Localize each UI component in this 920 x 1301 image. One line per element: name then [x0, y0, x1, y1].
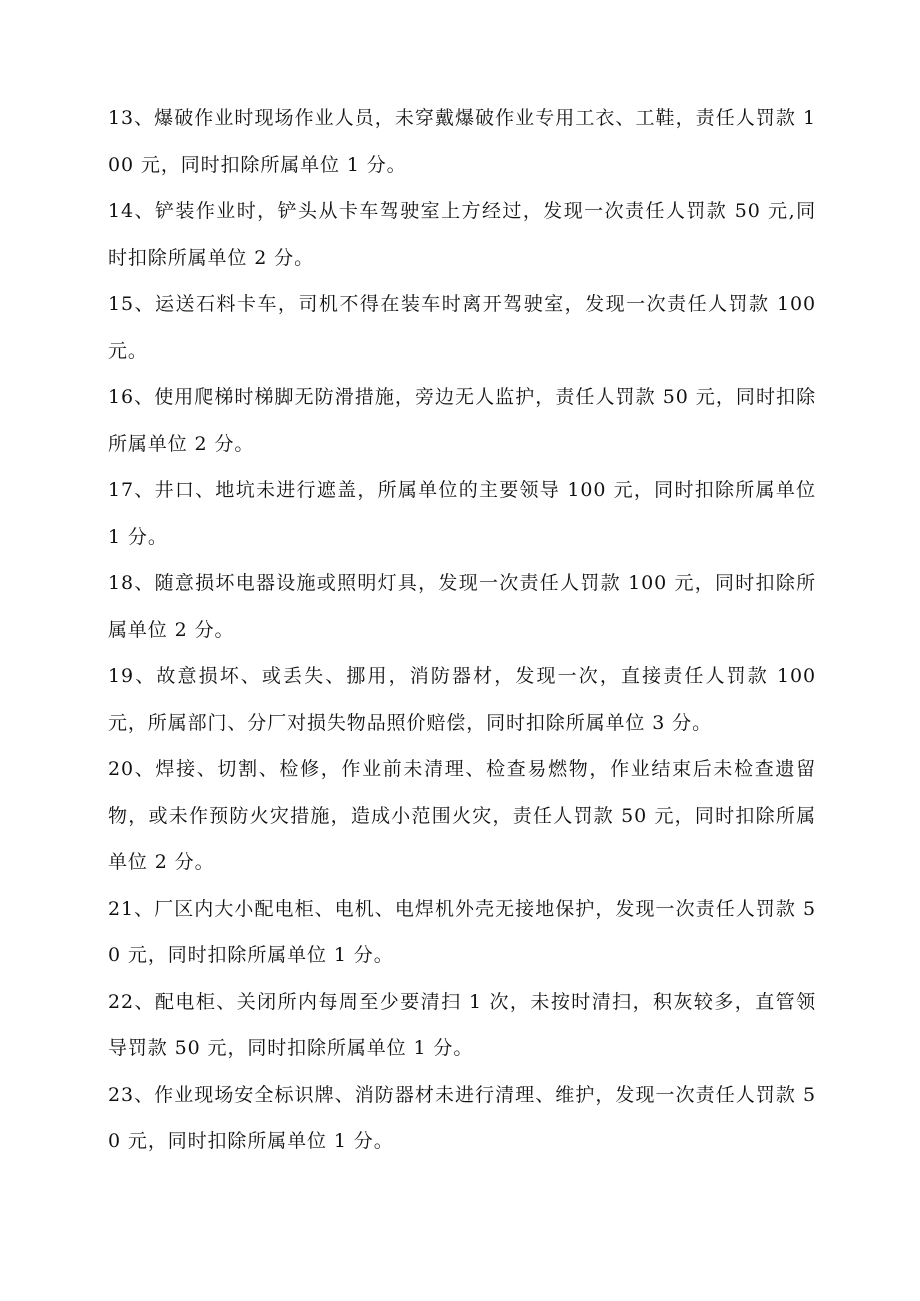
rule-item-17: 17、井口、地坑未进行遮盖，所属单位的主要领导 100 元，同时扣除所属单位 1 分。 [108, 479, 816, 548]
rule-item-20: 20、焊接、切割、检修，作业前未清理、检查易燃物，作业结束后未检查遗留物，或未作预防火灾措施，造成小范围火灾，责任人罚款 50 元，同时扣除所属单位 2 分。 [108, 758, 816, 873]
rule-item-19: 19、故意损坏、或丢失、挪用，消防器材，发现一次，直接责任人罚款 100 元，所属部门、分厂对损失物品照价赔偿，同时扣除所属单位 3 分。 [108, 665, 816, 734]
rule-item-22: 22、配电柜、关闭所内每周至少要清扫 1 次，未按时清扫，积灰较多，直管领导罚款 50 元，同时扣除所属单位 1 分。 [108, 990, 816, 1059]
rule-item-23: 23、作业现场安全标识牌、消防器材未进行清理、维护，发现一次责任人罚款 50 元，同时扣除所属单位 1 分。 [108, 1083, 816, 1152]
rule-item-16: 16、使用爬梯时梯脚无防滑措施，旁边无人监护，责任人罚款 50 元，同时扣除所属单位 2 分。 [108, 386, 816, 455]
document-body [108, 95, 816, 1165]
rule-item-14: 14、铲装作业时，铲头从卡车驾驶室上方经过，发现一次责任人罚款 50 元,同时扣除所属单位 2 分。 [108, 200, 816, 269]
rule-item-18: 18、随意损坏电器设施或照明灯具，发现一次责任人罚款 100 元，同时扣除所属单位 2 分。 [108, 572, 816, 641]
rule-item-21: 21、厂区内大小配电柜、电机、电焊机外壳无接地保护，发现一次责任人罚款 50 元，同时扣除所属单位 1 分。 [108, 897, 816, 966]
rule-item-15: 15、运送石料卡车，司机不得在装车时离开驾驶室，发现一次责任人罚款 100 元。 [108, 293, 816, 362]
rule-item-13: 13、爆破作业时现场作业人员，未穿戴爆破作业专用工衣、工鞋，责任人罚款 100 元，同时扣除所属单位 1 分。 [108, 107, 816, 176]
